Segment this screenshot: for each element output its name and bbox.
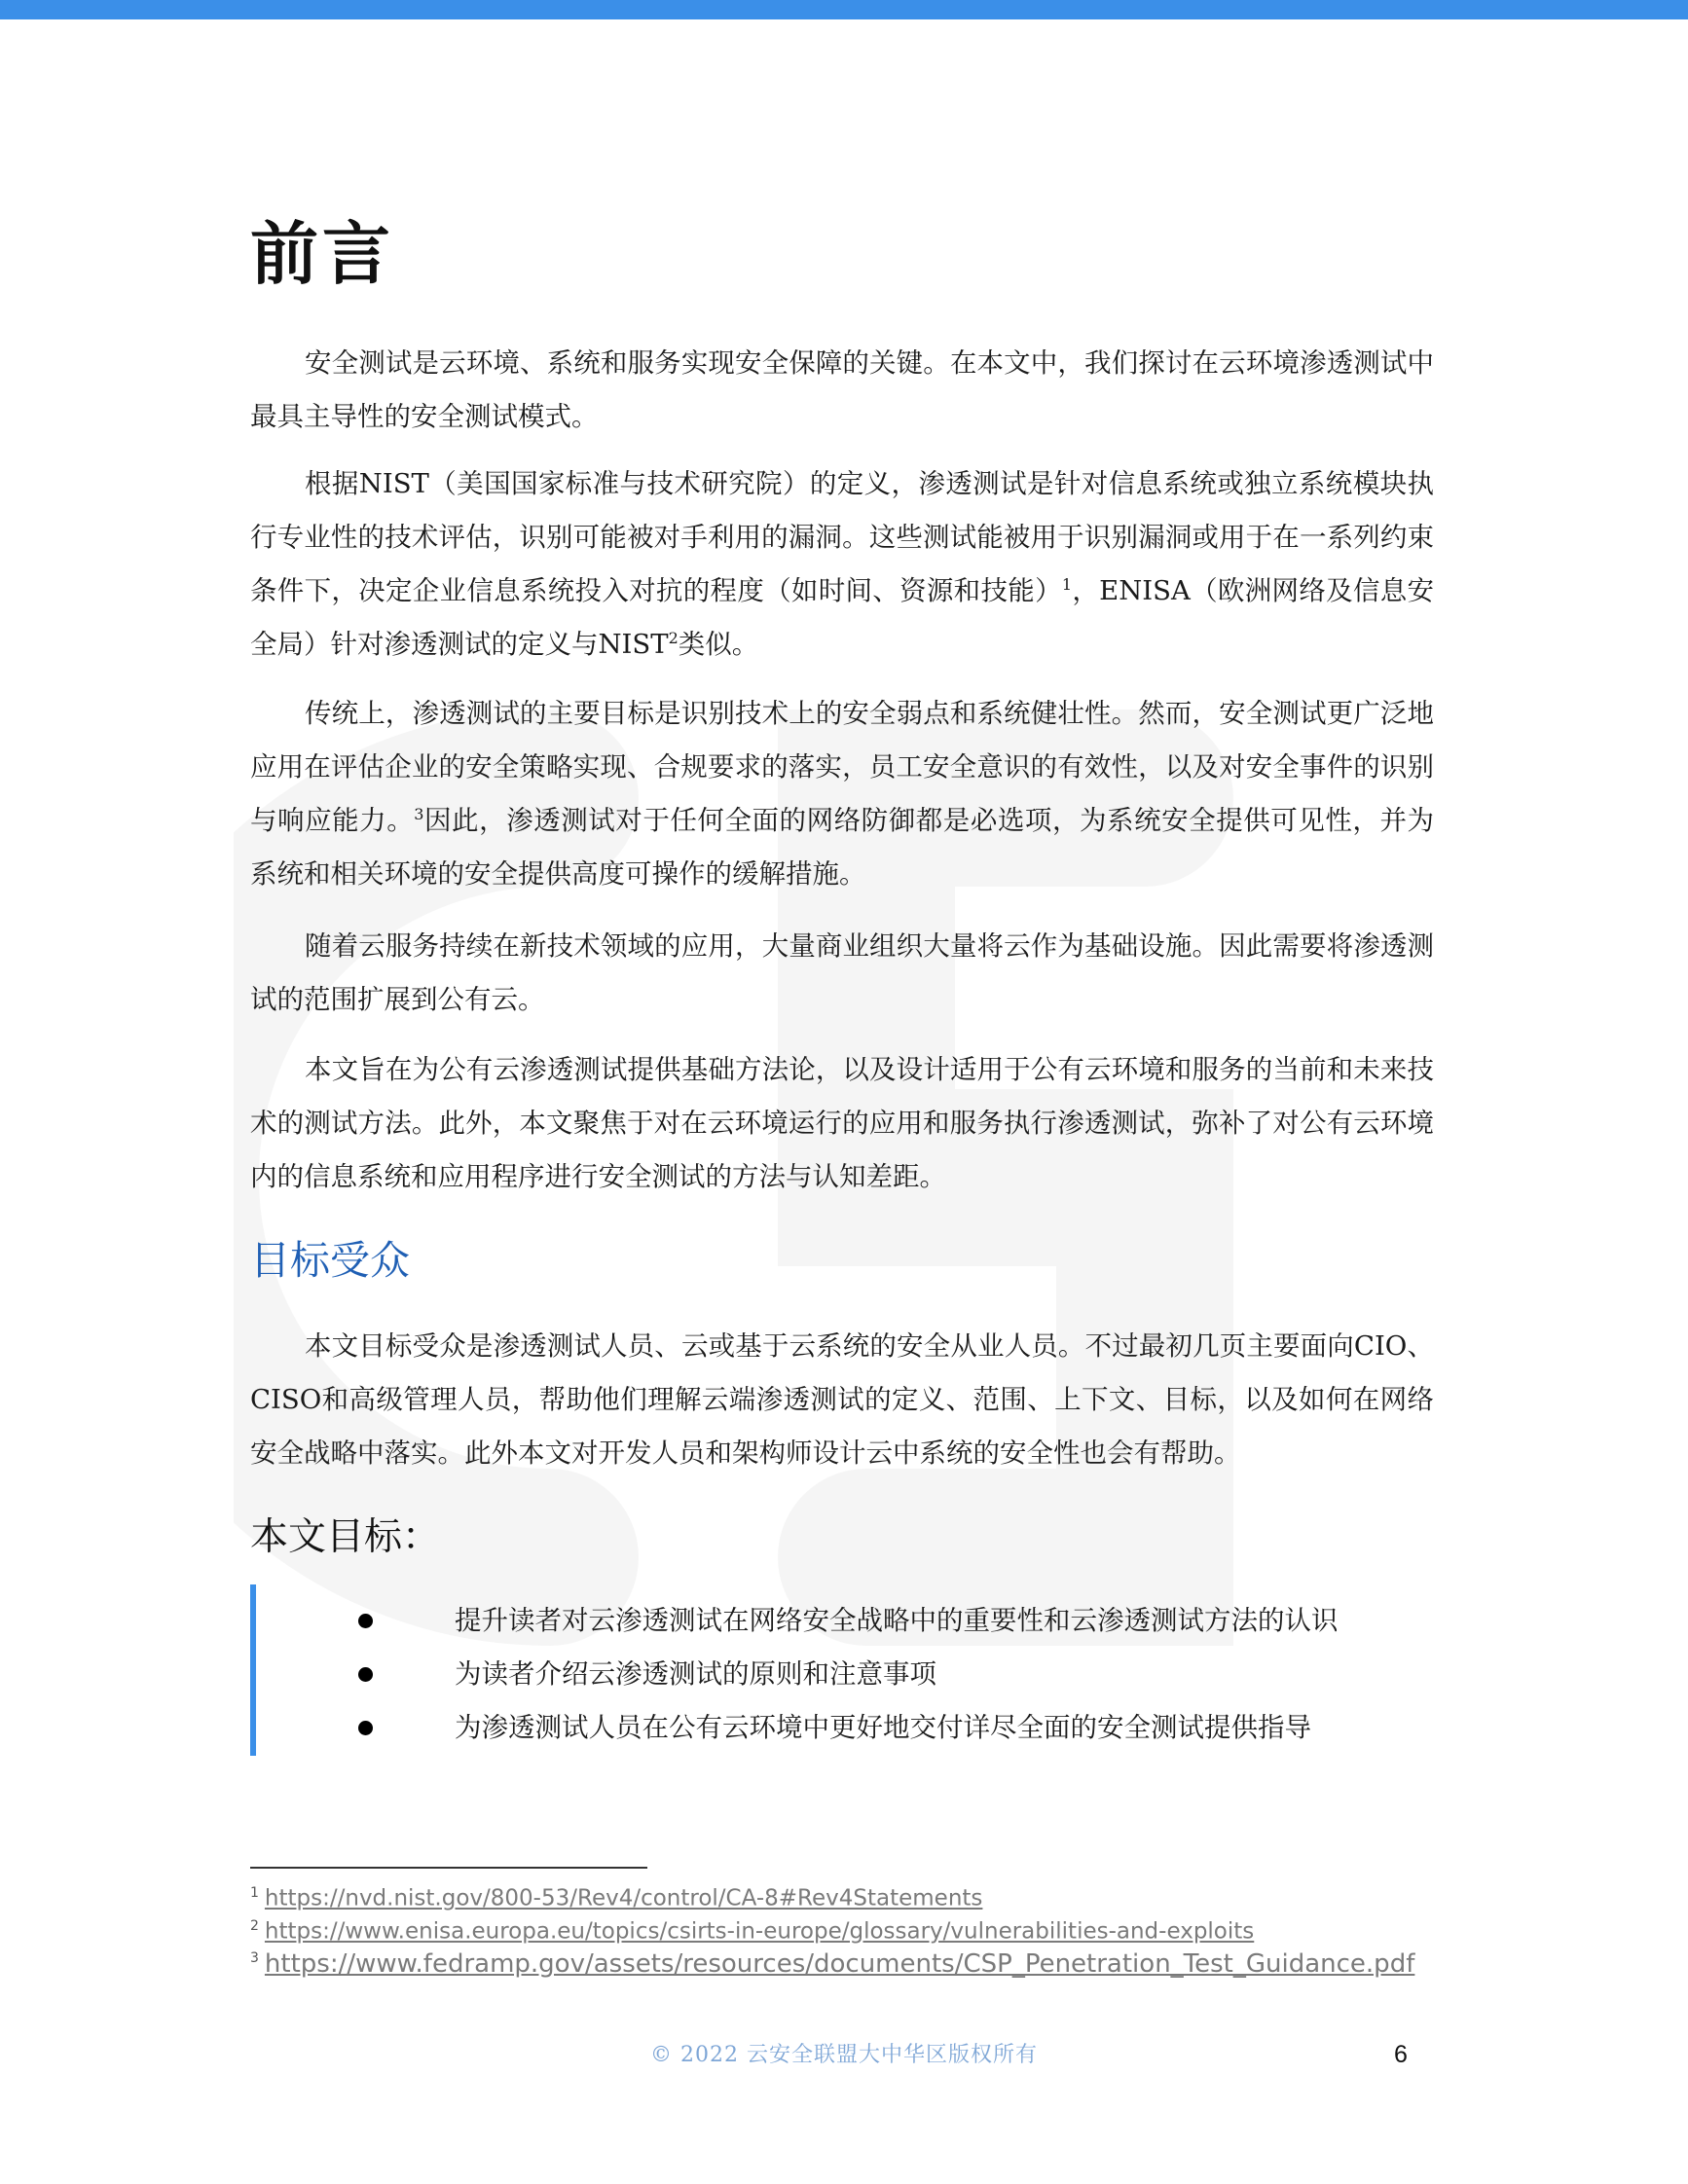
footnote-separator <box>250 1867 647 1869</box>
page-title: 前言 <box>250 214 394 294</box>
audience-paragraph: 本文目标受众是渗透测试人员、云或基于云系统的安全从业人员。不过最初几页主要面向CIO、CISO和高级管理人员，帮助他们理解云端渗透测试的定义、范围、上下文、目标，以及如何在网络安全战略中落实。此外本文对开发人员和架构师设计云中系统的安全性也会有帮助。 <box>250 1330 1434 1469</box>
page-number: 6 <box>1394 2041 1408 2068</box>
paragraph-3-text-b: 因此，渗透测试对于任何全面的网络防御都是必选项，为系统安全提供可见性，并为系统和相关环境的安全提供高度可操作的缓解措施。 <box>250 805 1435 890</box>
footnote-1-link[interactable]: https://nvd.nist.gov/800-53/Rev4/control/CA-8#Rev4Statements <box>264 1885 983 1911</box>
paragraph-2-text-b: ，ENISA（欧洲网络及信息安全局）针对渗透测试的定义与NIST <box>250 575 1434 660</box>
footnote-3: $^3$ https://www.fedramp.gov/assets/resources/documents/CSP_Penetration_Test_Guidance.pdf <box>250 1949 1415 1979</box>
intro-paragraph-4: 随着云服务持续在新技术领域的应用，大量商业组织大量将云作为基础设施。因此需要将渗透测试的范围扩展到公有云。 <box>250 930 1434 1015</box>
footnote-ref-2: 2 <box>668 628 679 647</box>
intro-paragraph-1: 安全测试是云环境、系统和服务实现安全保障的关键。在本文中，我们探讨在云环境渗透测试中最具主导性的安全测试模式。 <box>250 347 1434 432</box>
bullet-dot-icon <box>358 1614 373 1628</box>
paragraph-2-text-a: 根据NIST（美国国家标准与技术研究院）的定义，渗透测试是针对信息系统或独立系统模块执行专业性的技术评估，识别可能被对手利用的漏洞。这些测试能被用于识别漏洞或用于在一系列约束条件下，决定企业信息系统投入对抗的程度（如时间、资源和技能） <box>250 468 1434 606</box>
top-accent-bar <box>0 0 1688 19</box>
footnote-3-link[interactable]: https://www.fedramp.gov/assets/resources/documents/CSP_Penetration_Test_Guidance.pdf <box>264 1949 1415 1979</box>
audience-heading: 目标受众 <box>250 1237 410 1284</box>
goals-heading: 本文目标： <box>250 1515 441 1559</box>
intro-paragraph-3 <box>250 687 1434 901</box>
footnote-2-link[interactable]: https://www.enisa.europa.eu/topics/csirts-in-europe/glossary/vulnerabilities-and-exploits <box>264 1918 1255 1945</box>
footnote-ref-1: 1 <box>1061 574 1073 594</box>
copyright-footer: © 2022 云安全联盟大中华区版权所有 <box>650 2043 1038 2067</box>
intro-paragraph-2 <box>250 457 1434 672</box>
bullet-dot-icon <box>358 1667 373 1682</box>
footnote-1: $^1$ https://nvd.nist.gov/800-53/Rev4/control/CA-8#Rev4Statements <box>250 1885 983 1911</box>
paragraph-2-text-c: 类似。 <box>678 629 759 660</box>
footnote-ref-3: 3 <box>414 804 424 823</box>
footnote-2: $^2$ https://www.enisa.europa.eu/topics/csirts-in-europe/glossary/vulnerabilities-and-exploits <box>250 1918 1255 1945</box>
bullet-dot-icon <box>358 1721 373 1735</box>
intro-paragraph-5: 本文旨在为公有云渗透测试提供基础方法论，以及设计适用于公有云环境和服务的当前和未来技术的测试方法。此外，本文聚焦于对在云环境运行的应用和服务执行渗透测试，弥补了对公有云环境内的信息系统和应用程序进行安全测试的方法与认知差距。 <box>250 1054 1434 1192</box>
paragraph-3-text-a: 传统上，渗透测试的主要目标是识别技术上的安全弱点和系统健壮性。然而，安全测试更广泛地应用在评估企业的安全策略实现、合规要求的落实，员工安全意识的有效性，以及对安全事件的识别与响应能力。 <box>250 698 1434 836</box>
goals-list: 提升读者对云渗透测试在网络安全战略中的重要性和云渗透测试方法的认识 为读者介绍云渗透测试的原则和注意事项 为渗透测试人员在公有云环境中更好地交付详尽全面的安全测试提供指导 <box>250 1584 1440 1756</box>
